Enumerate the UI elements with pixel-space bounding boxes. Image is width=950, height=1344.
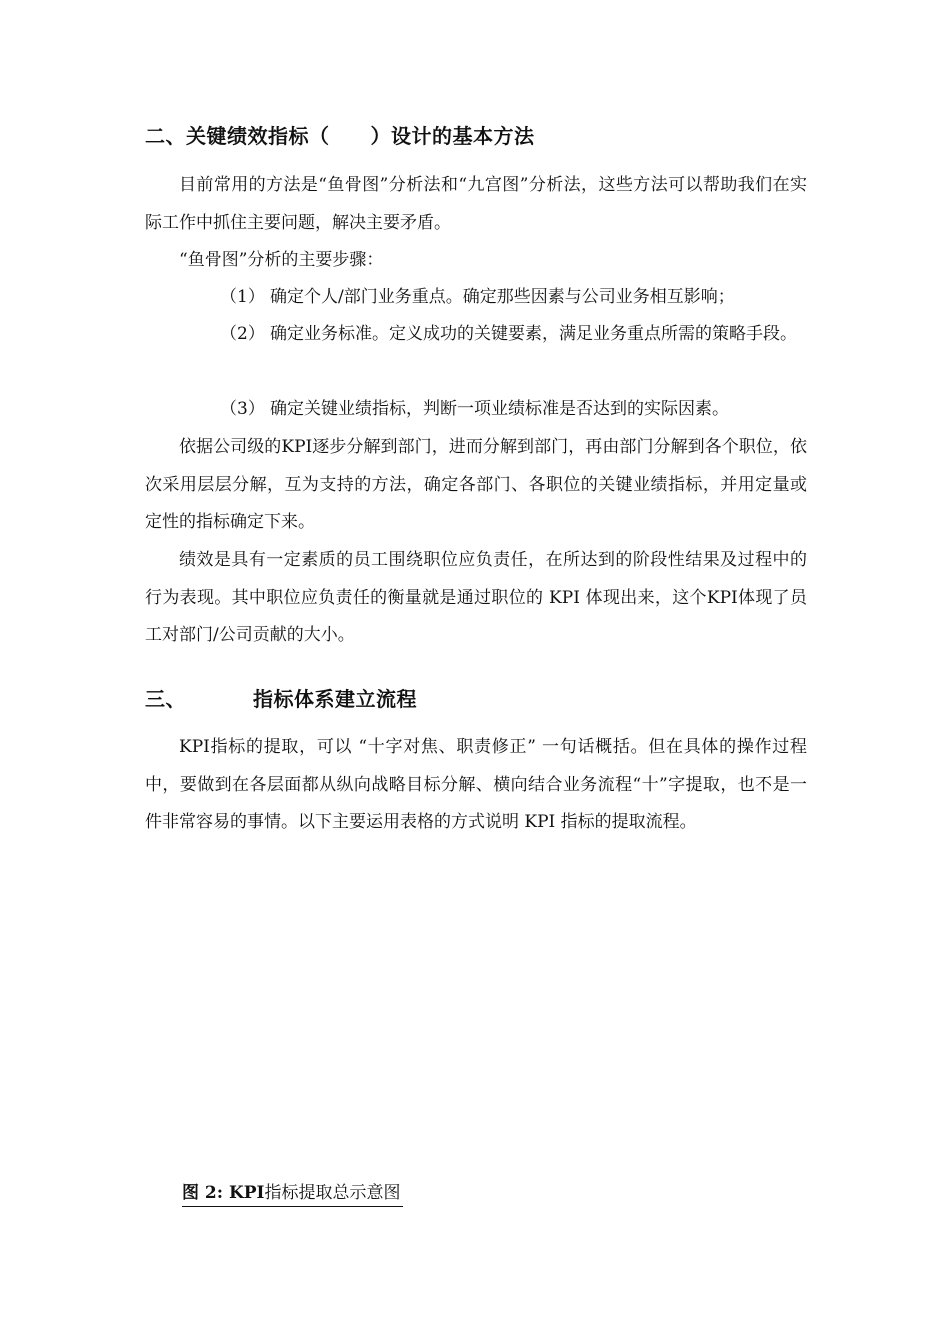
figure-caption-text: 指标提取总示意图 [264,1183,401,1203]
section-2-paragraph-decomposition: 依据公司级的KPI逐步分解到部门，进而分解到部门，再由部门分解到各个职位，依次采用层层分解，互为支持的方法，确定各部门、各职位的关键业绩指标，并用定量或定性的指标确定下来。 [145,437,807,532]
section-2-heading: 二、关键绩效指标（ ）设计的基本方法 [145,124,535,148]
section-3-paragraph-kpi-extraction: KPI指标的提取，可以 “十字对焦、职责修正” 一句话概括。但在具体的操作过程中，要做到在各层面都从纵向战略目标分解、横向结合业务流程“十”字提取，也不是一件非常容易的事情。以下主要运用表格的方式说明 KPI 指标的提取流程。 [145,737,807,832]
list-item-marker: （1） [220,287,265,307]
list-item-text: 确定个人/部门业务重点。确定那些因素与公司业务相互影响； [270,287,735,307]
figure-caption [182,1180,403,1207]
list-item-text: 确定业务标准。定义成功的关键要素，满足业务重点所需的策略手段。 [270,324,797,344]
list-item-text: 确定关键业绩指标，判断一项业绩标准是否达到的实际因素。 [270,399,729,419]
figure-caption-prefix: 图 2: KPI [182,1183,265,1203]
section-3-number: 三、 [145,687,186,711]
section-3-title: 指标体系建立流程 [253,687,417,711]
section-3-heading [145,683,417,712]
section-2-paragraph-methods: 目前常用的方法是“鱼骨图”分析法和“九宫图”分析法，这些方法可以帮助我们在实际工作中抓住主要问题，解决主要矛盾。 [145,175,807,233]
list-item-marker: （3） [220,399,265,419]
list-item-marker: （2） [220,324,265,344]
section-2-paragraph-fishbone-intro: “鱼骨图”分析的主要步骤： [179,250,384,270]
section-2-paragraph-performance: 绩效是具有一定素质的员工围绕职位应负责任，在所达到的阶段性结果及过程中的行为表现。其中职位应负责任的衡量就是通过职位的 KPI 体现出来，这个KPI体现了员工对部门/公司贡献的大小。 [145,550,807,645]
